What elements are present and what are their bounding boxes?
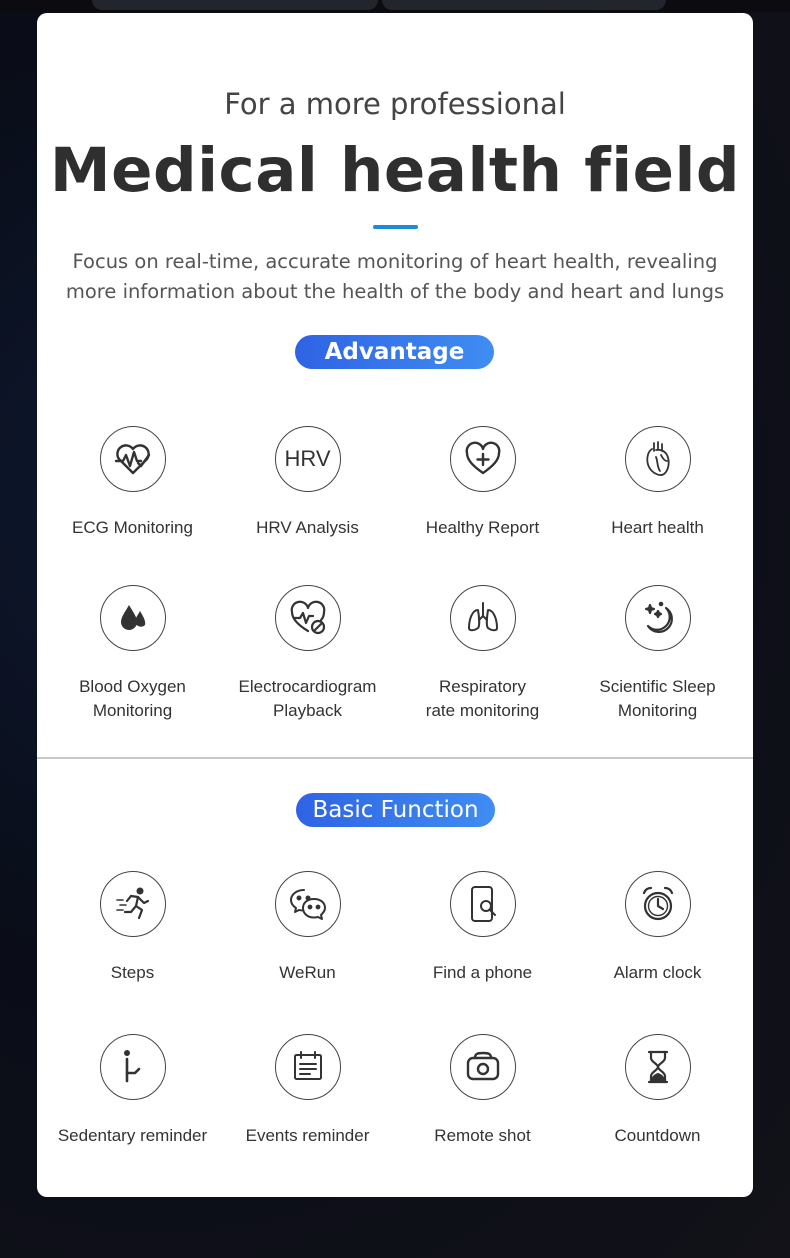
heart-plus-icon [450, 426, 516, 492]
page-title: Medical health field [49, 135, 741, 206]
advantage-badge: Advantage [295, 335, 494, 369]
sitting-person-icon [100, 1034, 166, 1100]
feature-label: Scientific Sleep Monitoring [599, 677, 716, 720]
description: Focus on real-time, accurate monitoring of heart health, revealing more information about the health of the body and heart and lungs [65, 250, 725, 303]
feature-label: Heart health [611, 518, 704, 537]
feature-respiratory-rate [395, 585, 570, 723]
feature-healthy-report [395, 426, 570, 540]
moon-stars-icon [625, 585, 691, 651]
top-shadow [92, 0, 378, 10]
feature-hrv-analysis [220, 426, 395, 540]
feature-sleep-monitoring [570, 585, 745, 723]
feature-ecg-playback [220, 585, 395, 723]
function-label: Events reminder [245, 1126, 370, 1145]
function-label: Countdown [614, 1126, 701, 1145]
function-label: Alarm clock [613, 963, 702, 982]
anatomical-heart-icon [625, 426, 691, 492]
section-divider [37, 757, 753, 759]
lungs-icon [450, 585, 516, 651]
hourglass-icon [625, 1034, 691, 1100]
feature-label: HRV Analysis [256, 518, 359, 537]
function-events-reminder [220, 1034, 395, 1148]
basic-function-badge: Basic Function [296, 793, 495, 827]
hrv-icon [275, 426, 341, 492]
function-werun [220, 871, 395, 985]
top-shadow [382, 0, 666, 10]
top-strip [0, 0, 790, 12]
hrv-icon-text: HRV [284, 446, 331, 471]
blood-drop-icon [100, 585, 166, 651]
function-remote-shot [395, 1034, 570, 1148]
function-label: Find a phone [432, 963, 533, 982]
function-label: Remote shot [434, 1126, 531, 1145]
function-steps [45, 871, 220, 985]
heart-ecg-playback-icon [275, 585, 341, 651]
subtitle: For a more professional [224, 87, 566, 121]
feature-label: Respiratory rate monitoring [425, 677, 540, 720]
function-sedentary-reminder [45, 1034, 220, 1148]
title-accent-bar [373, 225, 418, 229]
function-label: WeRun [279, 963, 336, 982]
feature-label: Blood Oxygen Monitoring [79, 677, 186, 720]
function-countdown [570, 1034, 745, 1148]
calendar-icon [275, 1034, 341, 1100]
phone-search-icon [450, 871, 516, 937]
function-label: Steps [110, 963, 155, 982]
ecg-heart-icon [100, 426, 166, 492]
feature-label: ECG Monitoring [72, 518, 193, 537]
feature-ecg-monitoring [45, 426, 220, 540]
alarm-clock-icon [625, 871, 691, 937]
function-alarm-clock [570, 871, 745, 985]
feature-label: Healthy Report [425, 518, 540, 537]
feature-blood-oxygen [45, 585, 220, 723]
function-label: Sedentary reminder [57, 1126, 208, 1145]
running-icon [100, 871, 166, 937]
camera-icon [450, 1034, 516, 1100]
chat-bubbles-icon [275, 871, 341, 937]
feature-heart-health [570, 426, 745, 540]
feature-card [37, 13, 753, 1197]
function-find-phone [395, 871, 570, 985]
feature-label: Electrocardiogram Playback [238, 677, 377, 720]
